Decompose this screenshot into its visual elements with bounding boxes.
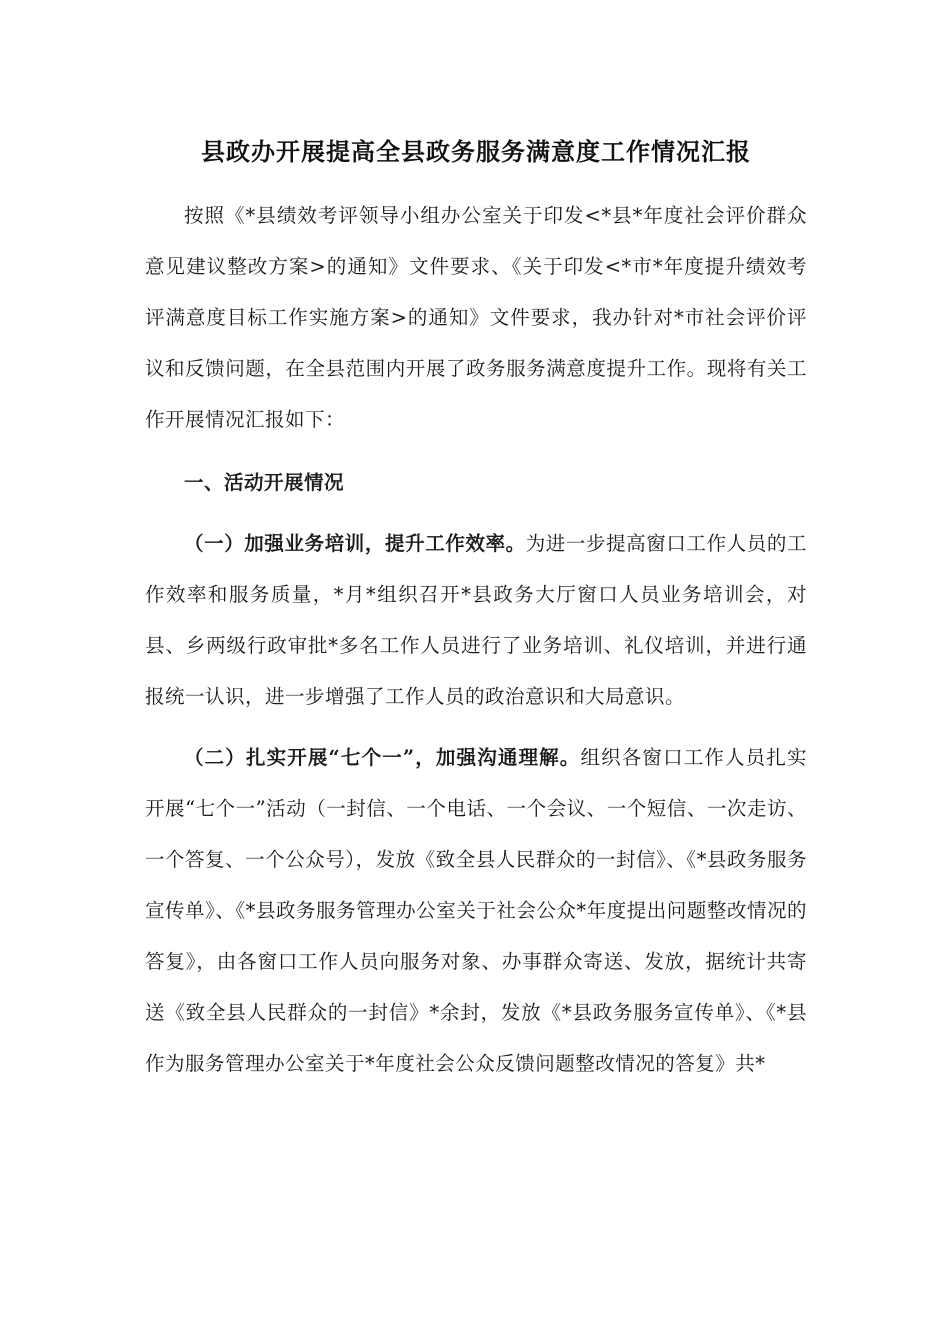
item-1-paragraph: [145, 518, 807, 722]
item-2-paragraph: [145, 732, 807, 1089]
item-2-body: 组织各窗口工作人员扎实开展“七个一”活动（一封信、一个电话、一个会议、一个短信、一次走访、一个答复、一个公众号），发放《致全县人民群众的一封信》、《*县政务服务宣传单》、《*县政务服务管理办公室关于社会公众*年度提出问题整改情况的答复》，由各窗口工作人员向服务对象、办事群众寄送、发放，据统计共寄送《致全县人民群众的一封信》*余封，发放《*县政务服务宣传单》、《*县作为服务管理办公室关于*年度社会公众反馈问题整改情况的答复》共*: [145, 746, 807, 1075]
document-body: [145, 130, 807, 1089]
intro-paragraph: 按照《*县绩效考评领导小组办公室关于印发<*县*年度社会评价群众意见建议整改方案>的通知》文件要求、《关于印发<*市*年度提升绩效考评满意度目标工作实施方案>的通知》文件要求，我办针对*市社会评价评议和反馈问题，在全县范围内开展了政务服务满意度提升工作。现将有关工作开展情况汇报如下：: [145, 204, 807, 431]
item-2-lead: （二）扎实开展“七个一”，加强沟通理解。: [184, 746, 581, 769]
item-1-body: 为进一步提高窗口工作人员的工作效率和服务质量，*月*组织召开*县政务大厅窗口人员业务培训会，对县、乡两级行政审批*多名工作人员进行了业务培训、礼仪培训，并进行通报统一认识，进一步增强了工作人员的政治意识和大局意识。: [145, 532, 807, 708]
item-1-lead: （一）加强业务培训，提升工作效率。: [184, 532, 526, 555]
document-title: 县政办开展提高全县政务服务满意度工作情况汇报: [201, 137, 751, 166]
section-heading-1: 一、活动开展情况: [184, 471, 345, 494]
